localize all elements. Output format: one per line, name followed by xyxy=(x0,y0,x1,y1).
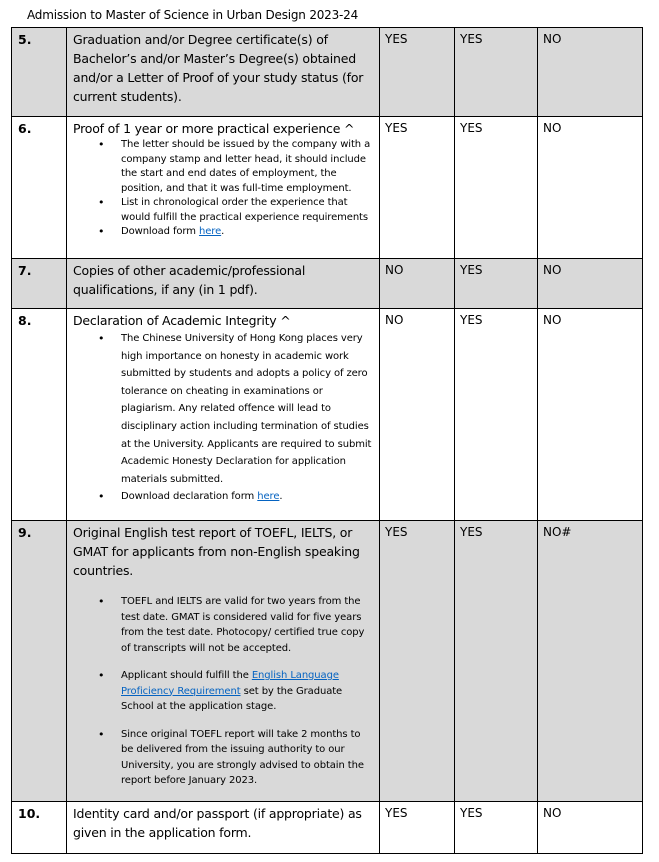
row-title: Original English test report of TOEFL, IELTS, or GMAT for applicants from non-English speaking countries. xyxy=(73,525,360,578)
row-value-c: NO xyxy=(538,309,643,521)
english-requirement-link[interactable]: English Language Proficiency Requirement xyxy=(121,670,339,697)
row-value-b: YES xyxy=(455,521,538,802)
row-number: 6. xyxy=(12,117,67,259)
row-number: 8. xyxy=(12,309,67,521)
bullet-item: • List in chronological order the experience that would fulfill the practical experience requirements xyxy=(67,196,373,225)
row-value-a: YES xyxy=(380,521,455,802)
bullet-item xyxy=(67,668,373,715)
row-value-a: NO xyxy=(380,309,455,521)
table-row-6 xyxy=(12,117,643,259)
row-description xyxy=(67,802,380,854)
bullet-item: • TOEFL and IELTS are valid for two years from the test date. GMAT is considered valid for five years from the test date. Photocopy/ certified true copy of transcripts will not be accepted. xyxy=(67,594,373,656)
download-text: Download declaration form xyxy=(121,491,258,503)
download-text: Download form xyxy=(121,226,199,237)
row-value-c: NO xyxy=(538,802,643,854)
row-description xyxy=(67,117,380,259)
row-description xyxy=(67,521,380,802)
download-end: . xyxy=(221,226,225,237)
bullet-text: Applicant should fulfill the xyxy=(121,670,252,681)
table-row-8 xyxy=(12,309,643,521)
bullet-list xyxy=(67,594,379,795)
row-value-a: YES xyxy=(380,28,455,117)
row-number: 5. xyxy=(12,28,67,117)
table-row-10 xyxy=(12,802,643,854)
bullet-item-download xyxy=(67,225,373,240)
row-value-a: YES xyxy=(380,802,455,854)
bullet-list xyxy=(67,330,379,512)
bullet-item: • The Chinese University of Hong Kong places very high importance on honesty in academic work submitted by students and adopts a policy of zero tolerance on cheating in examinations or plagiarism. Any related offence will lead to disciplinary action including termination of studies at the University. Applicants are required to submit Academic Honesty Declaration for application materials submitted. xyxy=(67,330,373,488)
bullet-item: • Since original TOEFL report will take 2 months to be delivered from the issuing authority to our University, you are strongly advised to obtain the report before January 2023. xyxy=(67,727,373,789)
row-description xyxy=(67,259,380,309)
document-header: Admission to Master of Science in Urban Design 2023-24 xyxy=(27,8,359,22)
bullet-list xyxy=(67,138,379,246)
download-end: . xyxy=(279,491,283,503)
row-number: 7. xyxy=(12,259,67,309)
row-value-b: YES xyxy=(455,802,538,854)
row-value-b: YES xyxy=(455,28,538,117)
table-row-9 xyxy=(12,521,643,802)
row-value-c: NO xyxy=(538,117,643,259)
row-title: Identity card and/or passport (if appropriate) as given in the application form. xyxy=(73,806,362,840)
row-value-c: NO# xyxy=(538,521,643,802)
row-title: Graduation and/or Degree certificate(s) of Bachelor’s and/or Master’s Degree(s) obtained and/or a Letter of Proof of your study status (for current students). xyxy=(73,32,364,104)
table-row-7 xyxy=(12,259,643,309)
row-title: Copies of other academic/professional qualifications, if any (in 1 pdf). xyxy=(73,263,306,297)
bullet-item-download xyxy=(67,488,373,506)
requirements-table xyxy=(11,27,643,854)
row-number: 9. xyxy=(12,521,67,802)
row-title: Proof of 1 year or more practical experience ^ xyxy=(73,121,355,136)
row-value-b: YES xyxy=(455,117,538,259)
row-value-b: YES xyxy=(455,309,538,521)
row-value-b: YES xyxy=(455,259,538,309)
download-form-link[interactable]: here xyxy=(198,226,222,237)
bullet-text: set by the Graduate School at the application stage. xyxy=(121,685,343,712)
row-value-c: NO xyxy=(538,259,643,309)
row-value-a: YES xyxy=(380,117,455,259)
row-description xyxy=(67,309,380,521)
row-description xyxy=(67,28,380,117)
download-declaration-link[interactable]: here xyxy=(257,491,280,503)
bullet-item: • The letter should be issued by the company with a company stamp and letter head, it should include the start and end dates of employment, the position, and that it was full-time employment. xyxy=(67,138,373,196)
row-value-a: NO xyxy=(380,259,455,309)
table-row-5 xyxy=(12,28,643,117)
row-value-c: NO xyxy=(538,28,643,117)
row-title: Declaration of Academic Integrity ^ xyxy=(73,313,291,328)
row-number: 10. xyxy=(12,802,67,854)
